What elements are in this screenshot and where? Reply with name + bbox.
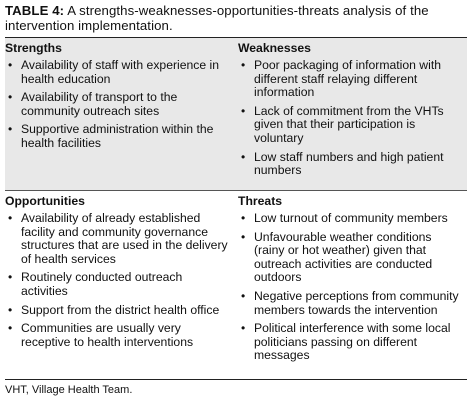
caption-label: TABLE 4:: [5, 3, 65, 18]
bullet-icon: •: [241, 229, 246, 244]
bullet-icon: •: [8, 122, 13, 137]
bullet-icon: •: [8, 302, 13, 317]
list-item: [5, 123, 232, 150]
list-item: [5, 304, 232, 318]
list-item-text: Support from the district health office: [21, 302, 220, 317]
strengths-cell: [5, 38, 236, 190]
list-item: [5, 322, 232, 349]
list-item-text: Low staff numbers and high patient numbers: [254, 149, 444, 178]
list-item-text: Availability of already established facility and community governance structures that are used in the delivery of health services: [21, 211, 228, 266]
list-item-text: Poor packaging of information with different staff relaying different information: [254, 58, 441, 100]
list-item-text: Unfavourable weather conditions (rainy or hot weather) given that outreach activities are conducted outdoors: [254, 229, 433, 285]
weaknesses-cell: [236, 38, 467, 190]
list-item-text: Supportive administration within the health facilities: [21, 122, 214, 150]
list-item-text: Routinely conducted outreach activities: [21, 270, 183, 298]
bullet-icon: •: [241, 288, 246, 303]
list-item: [5, 271, 232, 298]
list-item: [238, 290, 465, 317]
list-item-text: Political interference with some local politicians passing on different messages: [254, 321, 451, 363]
opportunities-heading: Opportunities: [5, 194, 85, 208]
bullet-icon: •: [241, 149, 246, 164]
threats-list: [238, 212, 465, 363]
list-item: [238, 212, 465, 226]
opportunities-cell: [5, 191, 236, 379]
list-item-text: Low turnout of community members: [254, 211, 448, 225]
list-item: [238, 322, 465, 363]
bullet-icon: •: [241, 58, 246, 72]
threats-cell: [236, 191, 467, 379]
list-item: [238, 231, 465, 285]
weaknesses-list: [238, 59, 465, 178]
list-item-text: Negative perceptions from community members towards the intervention: [254, 288, 459, 317]
threats-heading: Threats: [238, 194, 283, 208]
bullet-icon: •: [8, 270, 13, 285]
caption-text: A strengths-weaknesses-opportunities-threats analysis of the intervention implementation.: [5, 3, 429, 33]
bullet-icon: •: [8, 211, 13, 225]
list-item: [238, 59, 465, 100]
table-caption: [5, 3, 467, 33]
list-item: [238, 105, 465, 146]
bullet-icon: •: [8, 58, 13, 72]
table-row-top: [5, 38, 467, 190]
list-item: [5, 91, 232, 118]
opportunities-list: [5, 212, 232, 349]
bullet-icon: •: [241, 103, 246, 118]
weaknesses-heading: Weaknesses: [238, 41, 311, 55]
strengths-heading: Strengths: [5, 41, 62, 55]
bullet-icon: •: [8, 90, 13, 105]
list-item: [5, 212, 232, 266]
list-item-text: Availability of staff with experience in health education: [21, 58, 220, 86]
table-footnote: VHT, Village Health Team.: [5, 384, 133, 396]
list-item: [5, 59, 232, 86]
list-item-text: Lack of commitment from the VHTs given that their participation is voluntary: [254, 103, 444, 145]
list-item-text: Availability of transport to the community outreach sites: [21, 90, 178, 118]
list-item-text: Communities are usually very receptive to health interventions: [21, 321, 194, 349]
strengths-list: [5, 59, 232, 151]
bullet-icon: •: [241, 321, 246, 336]
bullet-icon: •: [241, 211, 246, 225]
list-item: [238, 151, 465, 178]
bullet-icon: •: [8, 321, 13, 336]
table-row-bottom: [5, 190, 467, 379]
swot-table: [5, 37, 467, 380]
